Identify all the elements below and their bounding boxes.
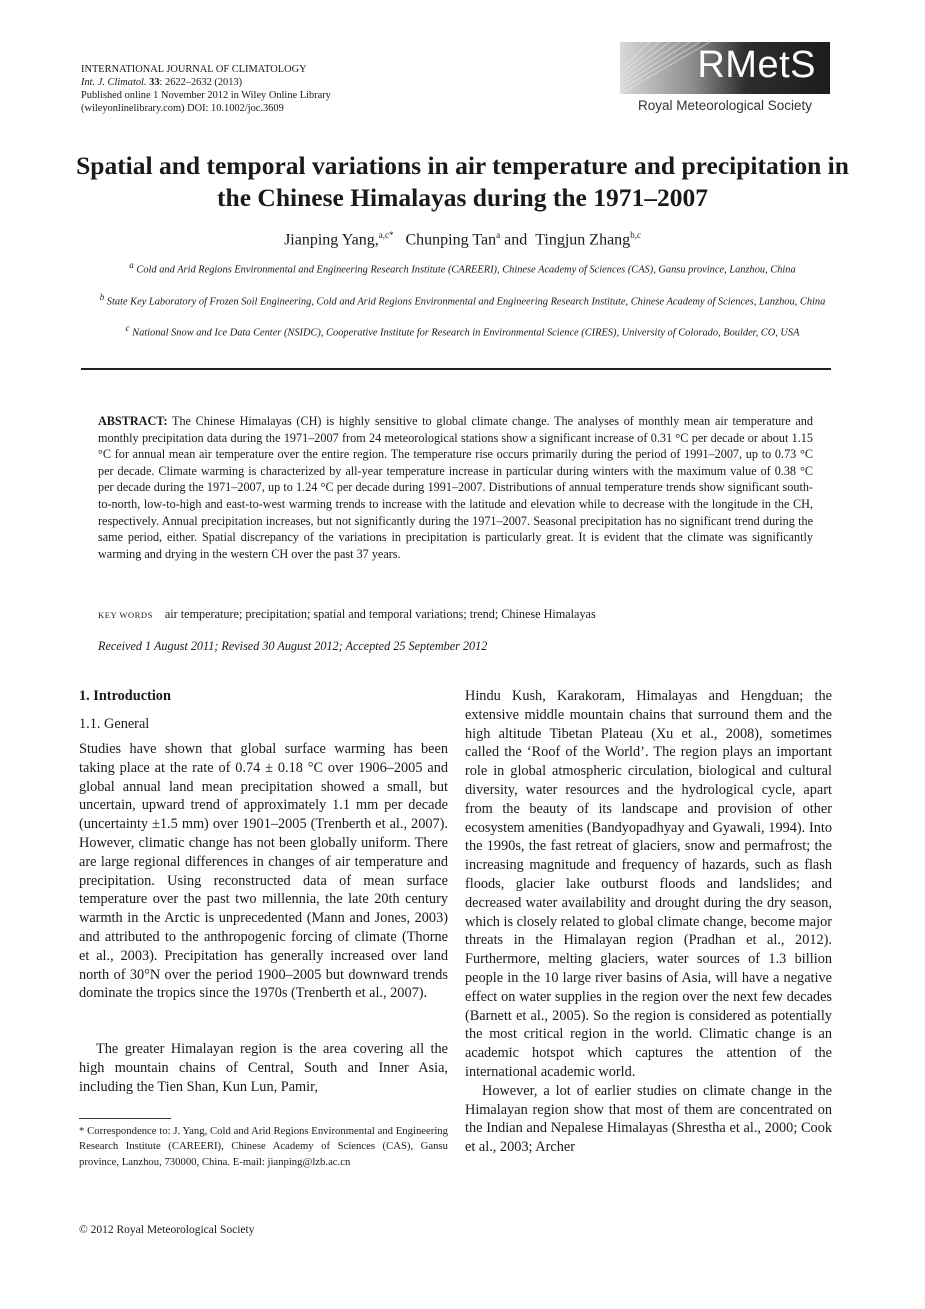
section-heading: 1. Introduction: [79, 688, 171, 704]
subsection-heading: 1.1. General: [79, 716, 150, 732]
abstract-text: The Chinese Himalayas (CH) is highly sensitive to global climate change. The analyses of monthly mean air temperature and monthly precipitation data during the 1971–2007 from 24 meteorological stations show a significant increase of 0.31 °C per decade or about 1.15 °C for annual mean air temperature over the entire region. The temperature rise occurs primarily during the period of 1991–2007, up to 0.73 °C per decade. Climate warming is characterized by all-year temperature increase in particular during winters with the maximum value of 0.38 °C per decade during the 1971–2007, up to 1.24 °C per decade during 1991–2007. Distributions of annual temperature trends show significant south-to-north, low-to-high and east-to-west warming trends to increase with the latitude and elevation while to decrease with the longitude in the CH, respectively. Annual precipitation increases, but not significantly during the 1971–2007. Seasonal precipitation has no significant trend during the same period, either. Spatial discrepancy of the variations in precipitation is particularly great. It is evident that the climate was significantly warming and drying in the western CH over the past 37 years.: [98, 414, 813, 561]
logo-banner: [620, 42, 830, 94]
affiliation-b: [80, 290, 845, 309]
body-paragraph: The greater Himalayan region is the area covering all the high mountain chains of Central, South and Inner Asia, including the Tien Shan, Kun Lun, Pamir,: [79, 1041, 448, 1095]
affiliation-text: Cold and Arid Regions Environmental and Engineering Research Institute (CAREERI), Chinese Academy of Sciences (CAS), Gansu province, Lanzhou, China: [136, 264, 796, 276]
publication-info: Published online 1 November 2012 in Wiley Online Library: [81, 90, 331, 101]
author-1-affil: a,c*: [378, 230, 394, 240]
journal-pages: : 2622–2632 (2013): [159, 77, 243, 88]
journal-header: [81, 63, 331, 115]
footnote-divider: [79, 1118, 171, 1119]
body-paragraph: However, a lot of earlier studies on climate change in the Himalayan region show that most of them are concentrated on the Indian and Nepalese Himalayas (Shrestha et al., 2000; Cook et al., 2003; Archer: [465, 1082, 832, 1156]
abstract: [98, 413, 813, 562]
abstract-label: ABSTRACT:: [98, 414, 168, 428]
journal-citation: [81, 76, 331, 89]
affiliation-mark: b: [99, 292, 105, 302]
keywords-text: air temperature; precipitation; spatial and temporal variations; trend; Chinese Himalayas: [164, 607, 596, 621]
rmets-logo: [620, 42, 830, 120]
journal-name: INTERNATIONAL JOURNAL OF CLIMATOLOGY: [81, 64, 307, 75]
affiliation-text: State Key Laboratory of Frozen Soil Engineering, Cold and Arid Regions Environmental and Engineering Research Institute, Chinese Academy of Sciences, Lanzhou, China: [106, 296, 826, 308]
affiliation-a: [80, 258, 845, 277]
body-paragraph: Hindu Kush, Karakoram, Himalayas and Hengduan; the extensive middle mountain chains that surround them and the high altitude Tibetan Plateau (Xu et al., 2008), sometimes called the ‘Roof of the World’. The region plays an important role in global atmospheric circulation, biological and cultural diversity, water resources and the hydrological cycle, apart from the beauty of its landscape and provision of other ecosystem amenities (Bandyopadhyay and Gyawali, 1994). Into the 1990s, the fast retreat of glaciers, snow and permafrost; the increasing magnitude and frequency of hazards, such as flash floods, glacier lake outburst floods and landslides; and decreased water availability and drought during the dry season, which is closely related to global climate change, become major threats in the Himalayan region (Pradhan et al., 2012). Furthermore, melting glaciers, water sources of 1.3 billion people in the 10 large river basins of Asia, will have a negative effect on water supplies in the region over the next few decades (Barnett et al., 2005). So the region is considered as potentially the most critical region in the world. Climatic change is an academic hotspot which captures the attention of the international academic world.: [465, 688, 832, 1080]
author-3: Tingjun Zhang: [535, 231, 631, 249]
author-1: Jianping Yang,: [284, 231, 379, 249]
affiliation-mark: a: [129, 260, 134, 270]
author-2-affil: a: [496, 230, 501, 240]
body-paragraph: Studies have shown that global surface warming has been taking place at the rate of 0.74 ± 0.18 °C over 1906–2005 and global annual land mean precipitation showed a small, but uncertain, upward trend of approximately 1.1 mm per decade (uncertainty ±1.5 mm) over 1901–2005 (Trenberth et al., 2007). However, climatic change has not been globally uniform. There are large regional differences in changes of air temperature and precipitation. Using reconstructed data of mean surface temperature over the past two millennia, the late 20th century warmth in the Arctic is unprecedented (Mann and Jones, 2003) and attributed to the anthropogenic forcing of climate (Thorne et al., 2003). Precipitation has generally increased over land north of 30°N over the period 1900–2005 but downward trends dominate the tropics since the 1970s (Trenberth et al., 2007).: [79, 741, 448, 1002]
logo-subtitle: Royal Meteorological Society: [637, 98, 813, 113]
affiliation-text: National Snow and Ice Data Center (NSIDC), Cooperative Institute for Research in Environmental Science (CIRES), University of Colorado, Boulder, CO, USA: [132, 327, 800, 339]
header-divider: [81, 368, 831, 370]
correspondence-footnote: * Correspondence to: J. Yang, Cold and Arid Regions Environmental and Engineering Research Institute (CAREERI), Chinese Academy of Sciences (CAS), Gansu province, Lanzhou, 730000, China. E-mail: jianping@lzb.ac.cn: [79, 1125, 448, 1168]
author-2: Chunping Tan: [405, 231, 497, 249]
doi-info: (wileyonlinelibrary.com) DOI: 10.1002/joc.3609: [81, 103, 284, 114]
author-list: [0, 230, 925, 249]
keywords-label: KEY WORDS: [98, 610, 153, 620]
copyright: © 2012 Royal Meteorological Society: [79, 1224, 255, 1236]
affiliation-c: [80, 321, 845, 340]
paper-title: Spatial and temporal variations in air temperature and precipitation in the Chinese Himalayas during the 1971–2007: [76, 151, 849, 212]
received-dates: Received 1 August 2011; Revised 30 August 2012; Accepted 25 September 2012: [98, 639, 488, 653]
author-and: and: [504, 231, 528, 249]
logo-text: RMetS: [697, 44, 816, 86]
journal-abbr: Int. J. Climatol.: [81, 77, 147, 88]
keywords: [98, 607, 596, 622]
author-3-affil: b,c: [630, 230, 641, 240]
journal-volume: 33: [149, 77, 160, 88]
affiliation-mark: c: [125, 323, 130, 333]
body-column-right: [465, 687, 832, 1157]
